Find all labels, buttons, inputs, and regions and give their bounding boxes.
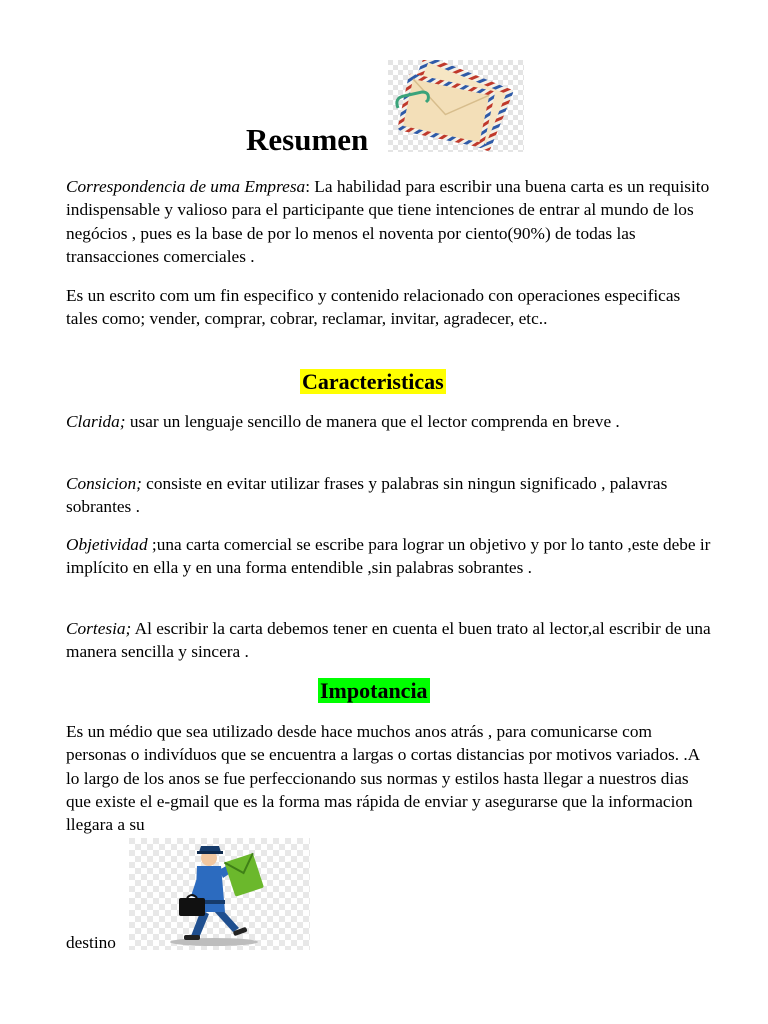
intro-paragraph <box>66 175 716 268</box>
importance-end-word: destino <box>66 933 116 952</box>
characteristic-text: usar un lenguaje sencillo de manera que el lector comprenda en breve . <box>125 412 620 431</box>
characteristic-term: Clarida; <box>66 412 126 431</box>
characteristic-term: Objetividad <box>66 535 148 554</box>
characteristics-heading <box>300 368 446 396</box>
characteristic-text: consiste en evitar utilizar frases y palabras sin ningun significado , palavras sobrantes . <box>66 474 668 517</box>
characteristic-item <box>66 472 716 519</box>
definition-paragraph: Es un escrito com um fin especifico y contenido relacionado con operaciones especificas tales como; vender, comprar, cobrar, reclamar, invitar, agradecer, etc.. <box>66 286 681 329</box>
mail-carrier-icon <box>129 838 310 950</box>
envelope-icon <box>388 60 524 152</box>
importance-heading-text: Impotancia <box>320 678 428 703</box>
importance-paragraph: Es un médio que sea utilizado desde hace muchos anos atrás , para comunicarse com personas o indivíduos que se encuentra a largas o cortas distancias por motivos variados. .A lo largo de los anos se fue perfeccionando sus normas y estilos hasta llegar a nuestros dias que existe el e-gmail que es la forma mas rápida de enviar y asegurarse que la informacion llegara a su <box>66 722 700 835</box>
characteristic-term: Consicion; <box>66 474 142 493</box>
characteristic-item <box>66 533 716 580</box>
intro-term: Correspondencia de uma Empresa <box>66 177 306 196</box>
page-title: Resumen <box>246 122 369 157</box>
characteristic-item <box>66 617 716 664</box>
characteristics-heading-text: Caracteristicas <box>302 369 444 394</box>
intro-text: : La habilidad para escribir una buena carta es un requisito indispensable y valioso para el participante que tiene intenciones de entrar al mundo de los negócios , pues es la base de por lo menos el noventa por ciento(90%) de todas las transacciones comerciales . <box>66 177 710 266</box>
characteristic-term: Cortesia; <box>66 619 132 638</box>
characteristic-item <box>66 410 716 433</box>
characteristic-text: ;una carta comercial se escribe para lograr un objetivo y por lo tanto ,este debe ir implícito en ella y en una forma entendible ,sin palabras sobrantes . <box>66 535 711 578</box>
importance-heading <box>318 677 430 705</box>
characteristic-text: Al escribir la carta debemos tener en cuenta el buen trato al lector,al escribir de una manera sencilla y sincera . <box>66 619 711 662</box>
